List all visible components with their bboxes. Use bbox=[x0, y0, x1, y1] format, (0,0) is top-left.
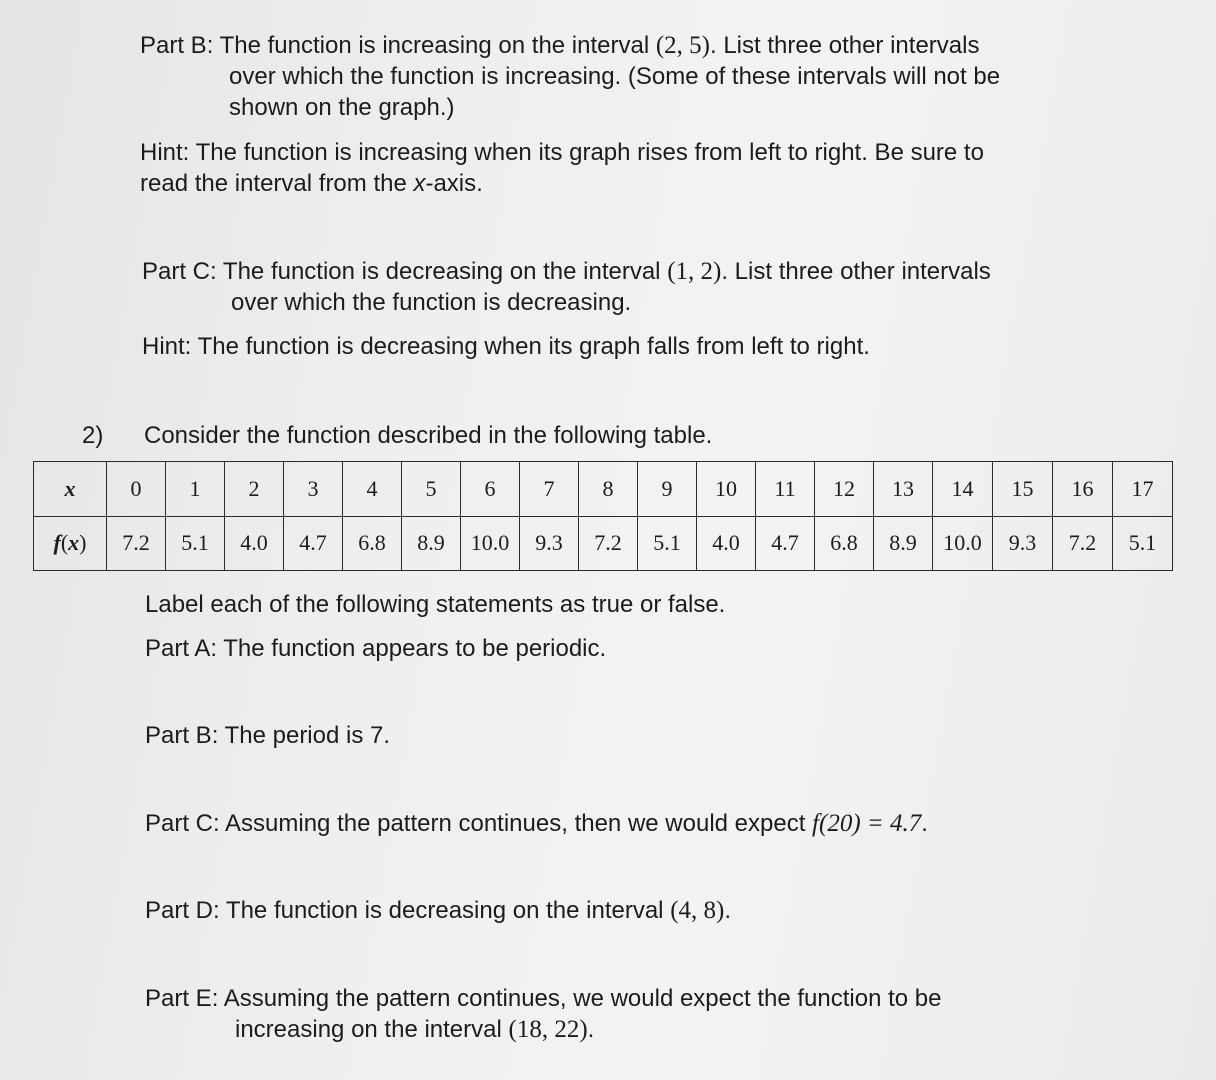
table-cell-fx: 9.3 bbox=[993, 516, 1053, 571]
q1-partB-line3: shown on the graph.) bbox=[229, 94, 455, 121]
table-cell-fx: 5.1 bbox=[1113, 516, 1173, 571]
table-header-x: x bbox=[34, 462, 107, 517]
table-cell-fx: 8.9 bbox=[402, 516, 461, 571]
fx-header-f: f bbox=[53, 530, 61, 556]
table-cell-fx: 7.2 bbox=[1053, 516, 1113, 571]
q1-partC-line1 bbox=[142, 256, 991, 287]
q1-partC-interval: (1, 2) bbox=[667, 258, 722, 285]
table-cell-x: 6 bbox=[461, 462, 520, 517]
q2-partD bbox=[145, 895, 731, 926]
q2-partC bbox=[145, 808, 928, 839]
q2-partD-text: Part D: The function is decreasing on the interval bbox=[145, 897, 671, 924]
q1-partB-hint-line2 bbox=[140, 168, 483, 199]
table-row-fx bbox=[34, 516, 1173, 571]
table-cell-x: 12 bbox=[815, 462, 874, 517]
q2-partC-equation: f(20) = 4.7 bbox=[812, 810, 922, 837]
table-cell-x: 7 bbox=[520, 462, 579, 517]
table-cell-x: 11 bbox=[756, 462, 815, 517]
q1-partC-text: Part C: The function is decreasing on the interval bbox=[142, 258, 668, 285]
q2-partE-interval: (18, 22) bbox=[508, 1016, 588, 1043]
table-cell-fx: 10.0 bbox=[461, 516, 520, 571]
q2-partE-line1: Part E: Assuming the pattern continues, we would expect the function to be bbox=[145, 985, 942, 1012]
table-cell-x: 9 bbox=[638, 462, 697, 517]
table-cell-fx: 5.1 bbox=[638, 516, 697, 571]
table-cell-fx: 7.2 bbox=[107, 516, 166, 571]
fx-header-x: x bbox=[68, 530, 80, 556]
q2-partE-text: increasing on the interval bbox=[235, 1016, 509, 1043]
q2-partC-period: . bbox=[921, 810, 928, 837]
q1-partC-text-suffix: . List three other intervals bbox=[721, 258, 991, 285]
table-cell-fx: 4.7 bbox=[756, 516, 815, 571]
q1-partB-interval: (2, 5) bbox=[655, 32, 710, 59]
hint-text: read the interval from the bbox=[140, 170, 414, 197]
table-cell-fx: 6.8 bbox=[815, 516, 874, 571]
table-cell-fx: 5.1 bbox=[166, 516, 225, 571]
q2-partA: Part A: The function appears to be periodic. bbox=[145, 635, 607, 662]
table-row-x bbox=[34, 462, 1173, 517]
question-number: 2) bbox=[82, 422, 104, 449]
table-cell-fx: 8.9 bbox=[874, 516, 933, 571]
table-cell-fx: 7.2 bbox=[579, 516, 638, 571]
hint-x-variable: x bbox=[413, 170, 426, 197]
q2-instruction: Label each of the following statements as true or false. bbox=[145, 591, 726, 618]
table-cell-x: 3 bbox=[284, 462, 343, 517]
hint-text-suffix: -axis. bbox=[425, 170, 483, 197]
table-cell-x: 1 bbox=[166, 462, 225, 517]
function-table bbox=[33, 461, 1173, 571]
q1-partB-text-suffix: . List three other intervals bbox=[710, 32, 980, 59]
fx-header-arg: (x) bbox=[60, 530, 87, 556]
table-cell-x: 13 bbox=[874, 462, 933, 517]
q1-partC-line2: over which the function is decreasing. bbox=[231, 289, 632, 316]
table-cell-x: 2 bbox=[225, 462, 284, 517]
q2-partE-line2 bbox=[235, 1014, 594, 1045]
table-cell-x: 10 bbox=[697, 462, 756, 517]
table-cell-fx: 4.7 bbox=[284, 516, 343, 571]
question-intro: Consider the function described in the following table. bbox=[144, 422, 713, 449]
q2-partD-period: . bbox=[724, 897, 732, 924]
table-cell-x: 0 bbox=[107, 462, 166, 517]
q2-partB: Part B: The period is 7. bbox=[145, 722, 391, 749]
table-cell-fx: 9.3 bbox=[520, 516, 579, 571]
q1-partC-hint: Hint: The function is decreasing when its graph falls from left to right. bbox=[142, 333, 870, 360]
q1-partB-hint-line1: Hint: The function is increasing when its graph rises from left to right. Be sure to bbox=[140, 139, 984, 166]
q1-partB-line1 bbox=[140, 30, 979, 61]
table-cell-fx: 4.0 bbox=[225, 516, 284, 571]
q1-partB-text: Part B: The function is increasing on the interval bbox=[140, 32, 656, 59]
table-cell-x: 14 bbox=[933, 462, 993, 517]
table-cell-x: 17 bbox=[1113, 462, 1173, 517]
q2-partC-text: Part C: Assuming the pattern continues, then we would expect bbox=[145, 810, 813, 837]
table-cell-x: 4 bbox=[343, 462, 402, 517]
table-cell-x: 8 bbox=[579, 462, 638, 517]
table-cell-fx: 10.0 bbox=[933, 516, 993, 571]
table-cell-x: 15 bbox=[993, 462, 1053, 517]
table-cell-fx: 4.0 bbox=[697, 516, 756, 571]
q2-partD-interval: (4, 8) bbox=[670, 897, 725, 924]
q2-partE-period: . bbox=[587, 1016, 595, 1043]
table-cell-x: 16 bbox=[1053, 462, 1113, 517]
table-header-fx bbox=[34, 516, 107, 571]
q1-partB-line2: over which the function is increasing. (Some of these intervals will not be bbox=[229, 63, 1001, 90]
table-cell-fx: 6.8 bbox=[343, 516, 402, 571]
table-cell-x: 5 bbox=[402, 462, 461, 517]
